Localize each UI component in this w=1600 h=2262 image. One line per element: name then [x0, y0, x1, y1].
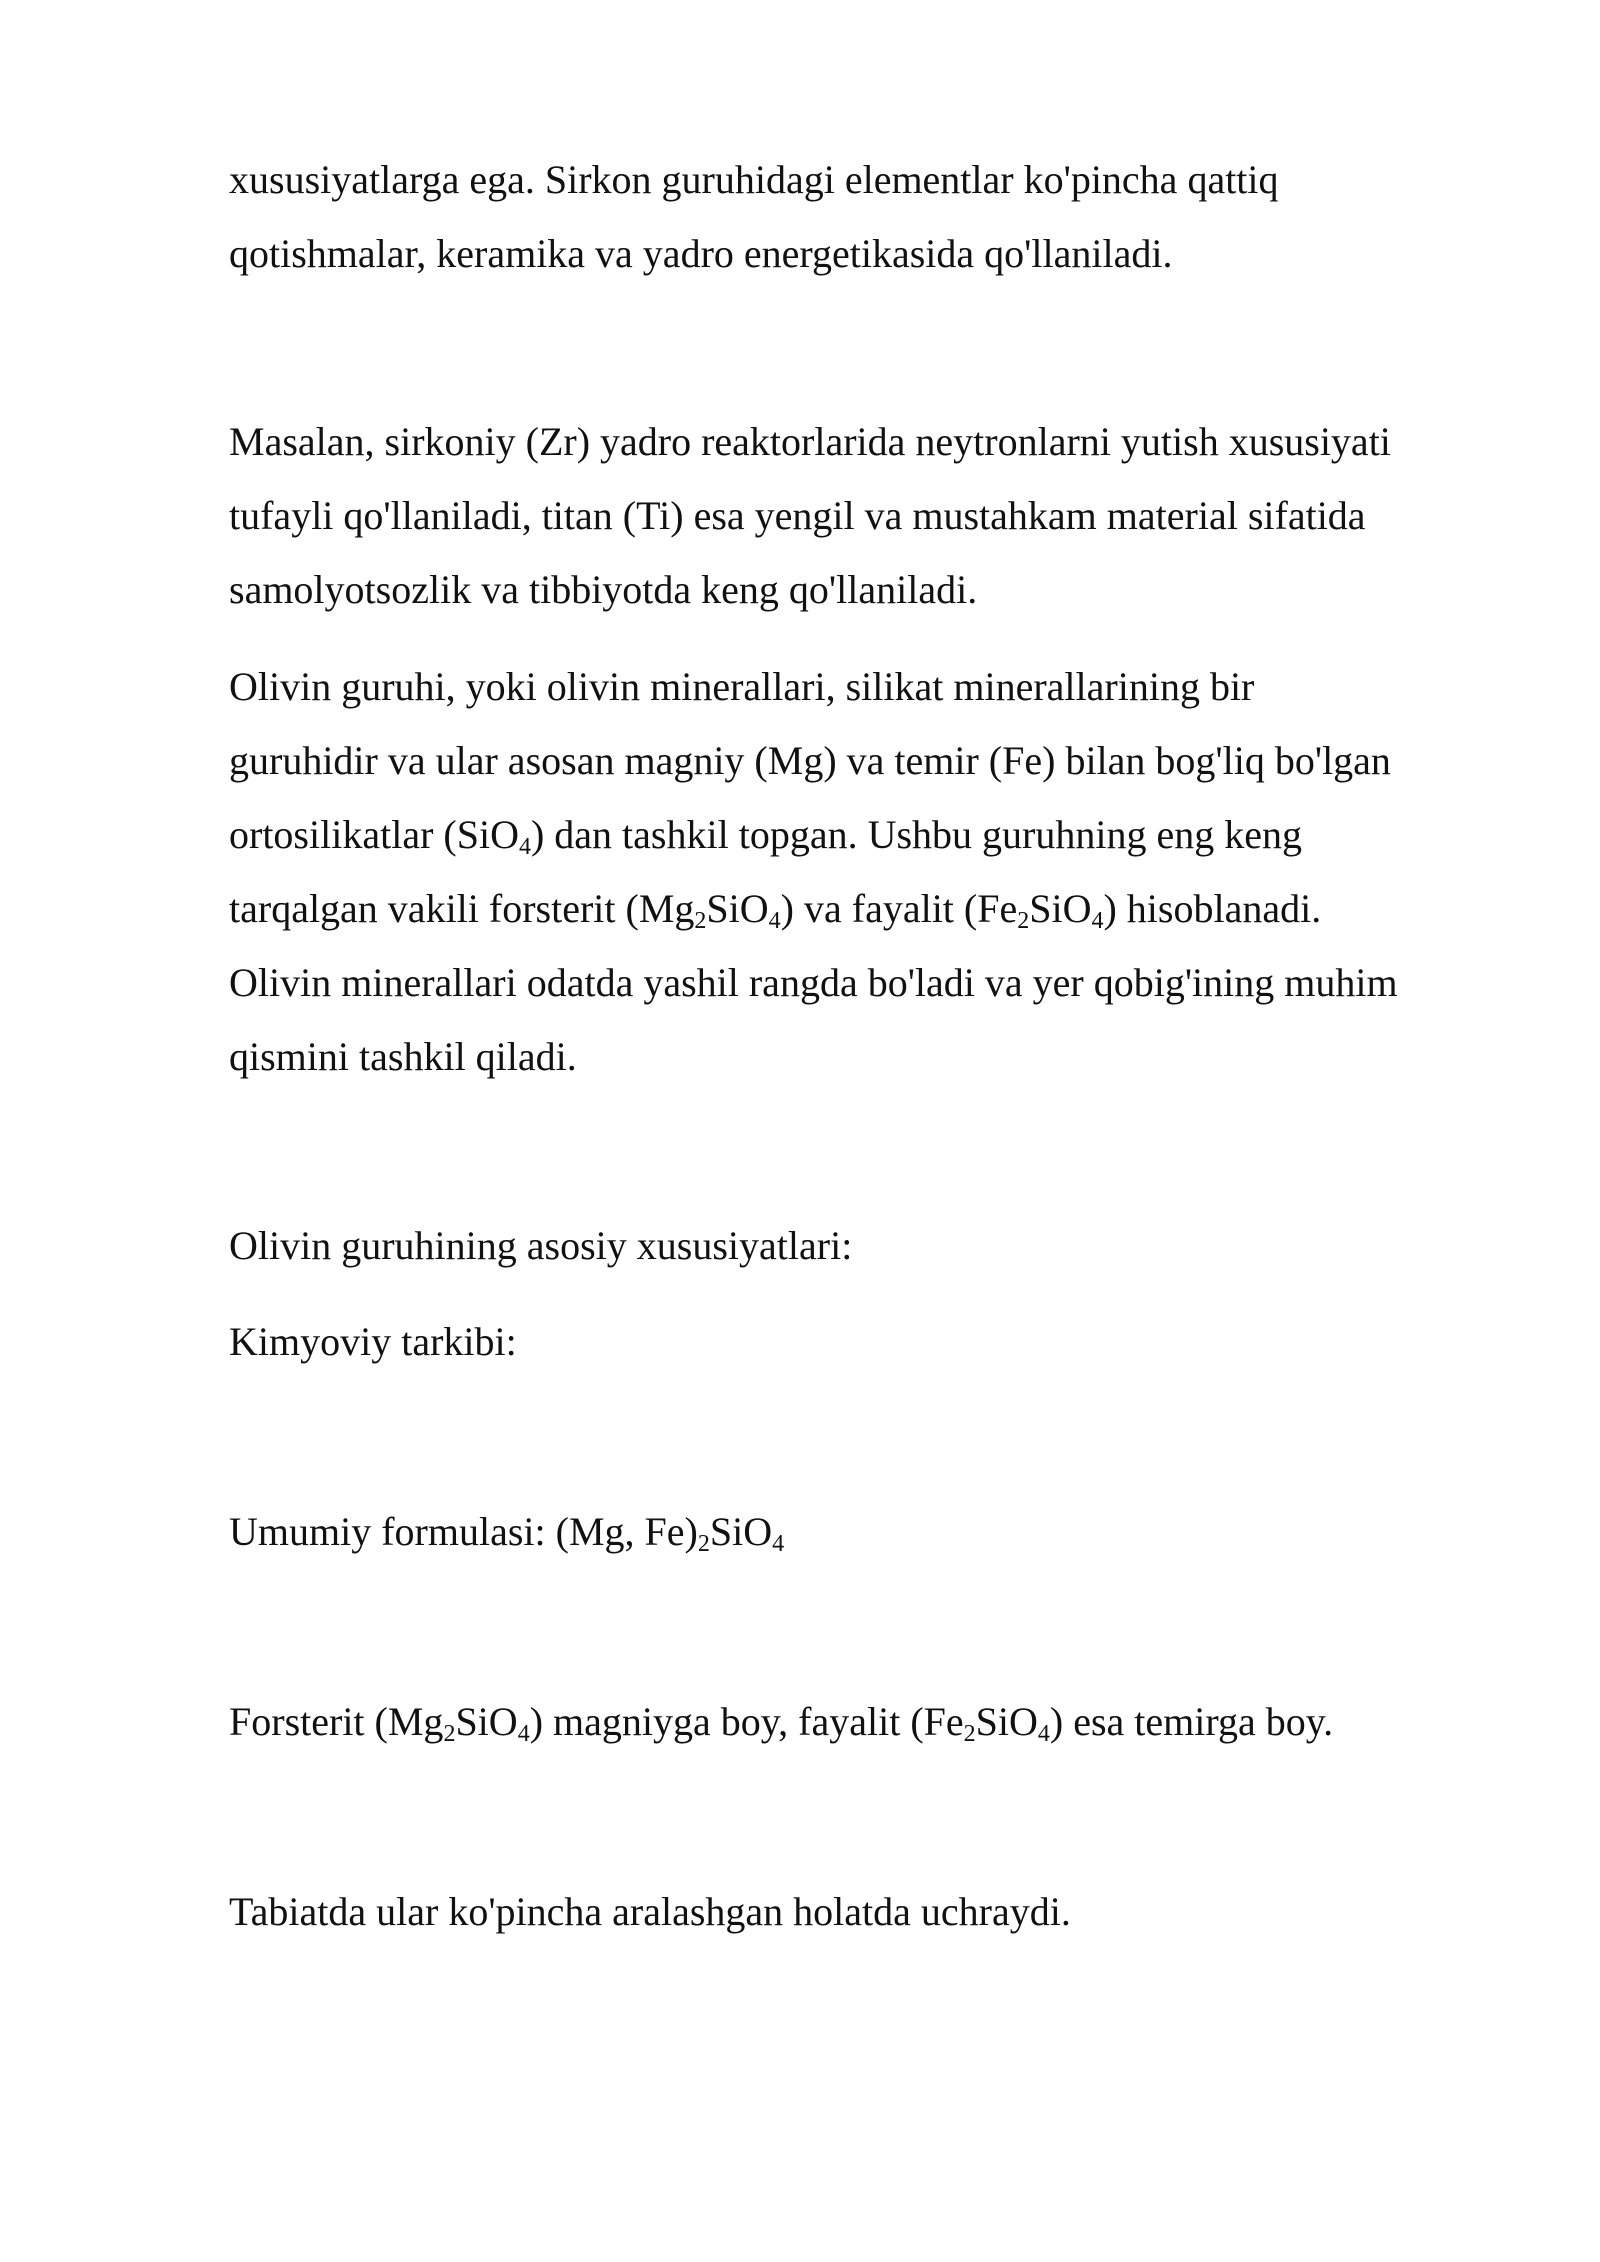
section-heading: Olivin guruhining asosiy xususiyatlari:: [229, 1223, 853, 1268]
text-line-with-formula: Forsterit $(Mg_2SiO_4)$ magniyga boy, fayalit $(Fe_2SiO_4)$ esa temirga boy.: [229, 1699, 1334, 1747]
text-line: Tabiatda ular ko'pincha aralashgan holatda uchraydi.: [229, 1889, 1071, 1934]
text-line: qotishmalar, keramika va yadro energetikasida qo'llaniladi.: [229, 231, 1173, 276]
formula-line: Umumiy formulasi: (Mg, $Fe)_2SiO_4$: [229, 1509, 785, 1557]
text-line-with-formula: ortosilikatlar (SiO$_4$) dan tashkil topgan. Ushbu guruhning eng keng: [229, 812, 1302, 860]
text-line: Kimyoviy tarkibi:: [229, 1319, 517, 1364]
text-line: tufayli qo'llaniladi, titan (Ti) esa yengil va mustahkam material sifatida: [229, 493, 1366, 538]
text-line: xususiyatlarga ega. Sirkon guruhidagi elementlar ko'pincha qattiq: [229, 157, 1279, 202]
text-line: qismini tashkil qiladi.: [229, 1034, 577, 1079]
text-line: Olivin minerallari odatda yashil rangda bo'ladi va yer qobig'ining muhim: [229, 960, 1398, 1005]
text-line: Masalan, sirkoniy (Zr) yadro reaktorlarida neytronlarni yutish xususiyati: [229, 419, 1391, 464]
text-line-with-formula: tarqalgan vakili forsterit $(Mg_2SiO_4)$ va fayalit $(Fe_2SiO_4)$ hisoblanadi.: [229, 886, 1322, 934]
text-line: samolyotsozlik va tibbiyotda keng qo'llaniladi.: [229, 567, 978, 612]
text-line: guruhidir va ular asosan magniy (Mg) va temir (Fe) bilan bog'liq bo'lgan: [229, 738, 1391, 783]
text-line: Olivin guruhi, yoki olivin minerallari, silikat minerallarining bir: [229, 664, 1255, 709]
